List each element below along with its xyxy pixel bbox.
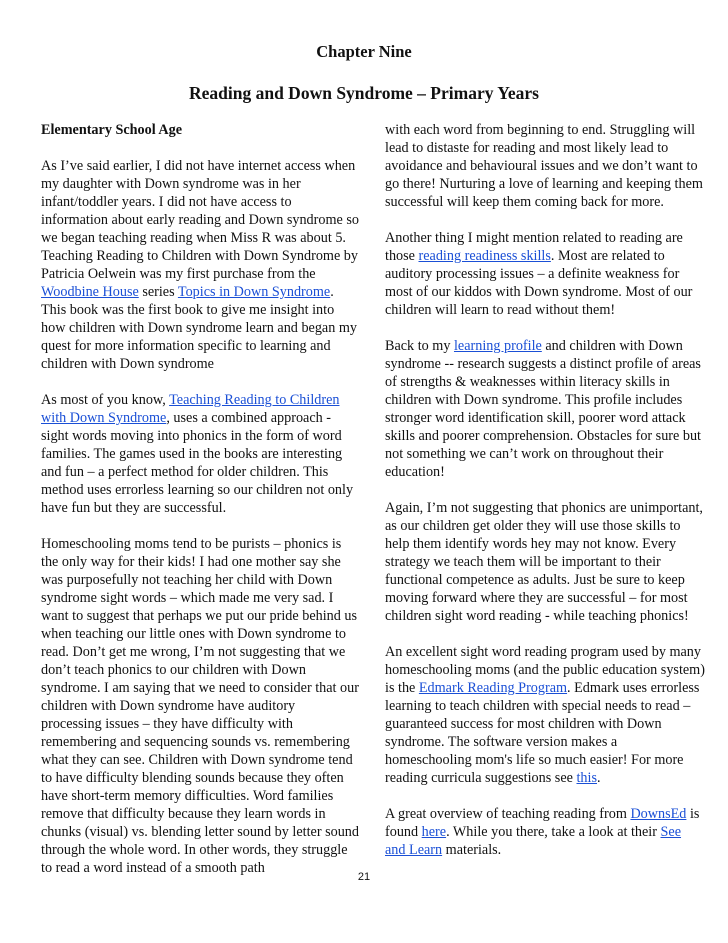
- paragraph-teaching-reading: [41, 391, 359, 517]
- reading-readiness-skills-link[interactable]: reading readiness skills: [418, 248, 551, 264]
- text: series: [138, 284, 178, 300]
- text: . This book was the first book to give me insight into how children with Down syndrome learn and began my quest for more information specific to learning and children with Down syndrome: [41, 284, 357, 372]
- teaching-reading-link[interactable]: Teaching Reading to Children with Down Syndrome: [41, 392, 340, 426]
- right-column: [385, 121, 705, 877]
- edmark-reading-program-link[interactable]: Edmark Reading Program: [418, 680, 568, 696]
- topics-in-down-syndrome-link[interactable]: Topics in Down Syndrome: [177, 284, 331, 300]
- text: Another thing I might mention related to reading are those: [385, 230, 683, 264]
- woodbine-house-link[interactable]: Woodbine House: [41, 284, 139, 300]
- paragraph-homeschooling-moms: Homeschooling moms tend to be purists – phonics is the only way for their kids! I had one mother say she was purposefully not teaching her child with Down syndrome sight words – which made me very sad. I want to suggest that perhaps we put our pride behind us when teaching our little ones with Down syndrome to read. Don’t get me wrong, I’m not suggesting that we don’t teach phonics to our children with Down syndrome. I am saying that we need to consider that our children with Down syndrome have auditory processing issues – they have difficulty with remembering and sequencing sounds vs. remembering what they can see. Children with Down syndrome tend to have difficulty blending sounds because they often have short-term memory difficulties. Word families remove that difficulty because they learn words in chunks (visual) vs. blending letter sound by letter sound through the whole word. In other words, they struggle to read a word instead of a smooth path: [41, 536, 359, 876]
- paragraph-struggling: with each word from beginning to end. Struggling will lead to distaste for reading and most likely lead to avoidance and behavioural issues and we don’t want to go there! Nurturing a love of learning and keeping them successful will keep them coming back for more.: [385, 122, 703, 210]
- see-and-learn-link[interactable]: See and Learn: [385, 824, 682, 858]
- chapter-title: Reading and Down Syndrome – Primary Years: [188, 83, 539, 103]
- this-link[interactable]: this: [576, 770, 597, 786]
- text: Back to my: [385, 338, 454, 354]
- text: . While you there, take a look at their: [446, 824, 661, 840]
- section-heading: Elementary School Age: [41, 122, 183, 138]
- text: As I’ve said earlier, I did not have internet access when my daughter with Down syndrome was in her infant/toddler years. I did not have access to information about early reading and Down syndrome so we began teaching reading when Miss R was about 5. Teaching Reading to Children with Down Syndrome by Patricia Oelwein was my first purchase from the: [41, 158, 359, 282]
- paragraph-internet-access: [41, 157, 359, 373]
- paragraph-phonics: Again, I’m not suggesting that phonics are unimportant, as our children get older they will use those skills to help them identify words hey may not know. Every strategy we teach them will be important to their functional competence as adults. Just be sure to keep moving forward where they are successful – for most children sight word reading - while teaching phonics!: [385, 500, 703, 624]
- paragraph-edmark: [385, 643, 705, 787]
- text: materials.: [442, 842, 502, 858]
- downsed-link[interactable]: DownsEd: [630, 806, 687, 822]
- learning-profile-link[interactable]: learning profile: [453, 338, 542, 354]
- here-link[interactable]: here: [421, 824, 447, 840]
- chapter-number: Chapter Nine: [316, 42, 412, 61]
- text: .: [596, 770, 601, 786]
- paragraph-learning-profile: [385, 337, 705, 481]
- text: A great overview of teaching reading from: [385, 806, 631, 822]
- text: , uses a combined approach - sight words moving into phonics in the form of word families. The games used in the books are interesting and fun – a perfect method for older children. This method uses errorless learning so our children not only have fun but they are successful.: [41, 410, 354, 516]
- text: As most of you know,: [41, 392, 170, 408]
- text: is found: [385, 806, 700, 840]
- text: An excellent sight word reading program used by many homeschooling moms (and the public education system) is the: [385, 644, 705, 696]
- left-column: [41, 121, 359, 895]
- paragraph-readiness-skills: [385, 229, 705, 319]
- text: . Edmark uses errorless learning to teach children with special needs to read – guaranteed success for most children with Down syndrome. The software version makes a homeschooling mom's life so much easier! For more reading curricula suggestions see: [385, 680, 700, 786]
- page-number: 21: [357, 871, 371, 883]
- paragraph-downsed: [385, 805, 705, 859]
- text: and children with Down syndrome -- research suggests a distinct profile of areas of strengths & weaknesses within literacy skills in children with Down syndrome. This profile includes stronger word identification skill, poorer word attack skills and poorer comprehension. Obstacles for sure but not something we can’t work on throughout their education!: [385, 338, 701, 480]
- text: . Most are related to auditory processing issues – a definite weakness for most of our kiddos with Down syndrome. Most of our children will learn to read without them!: [385, 248, 693, 318]
